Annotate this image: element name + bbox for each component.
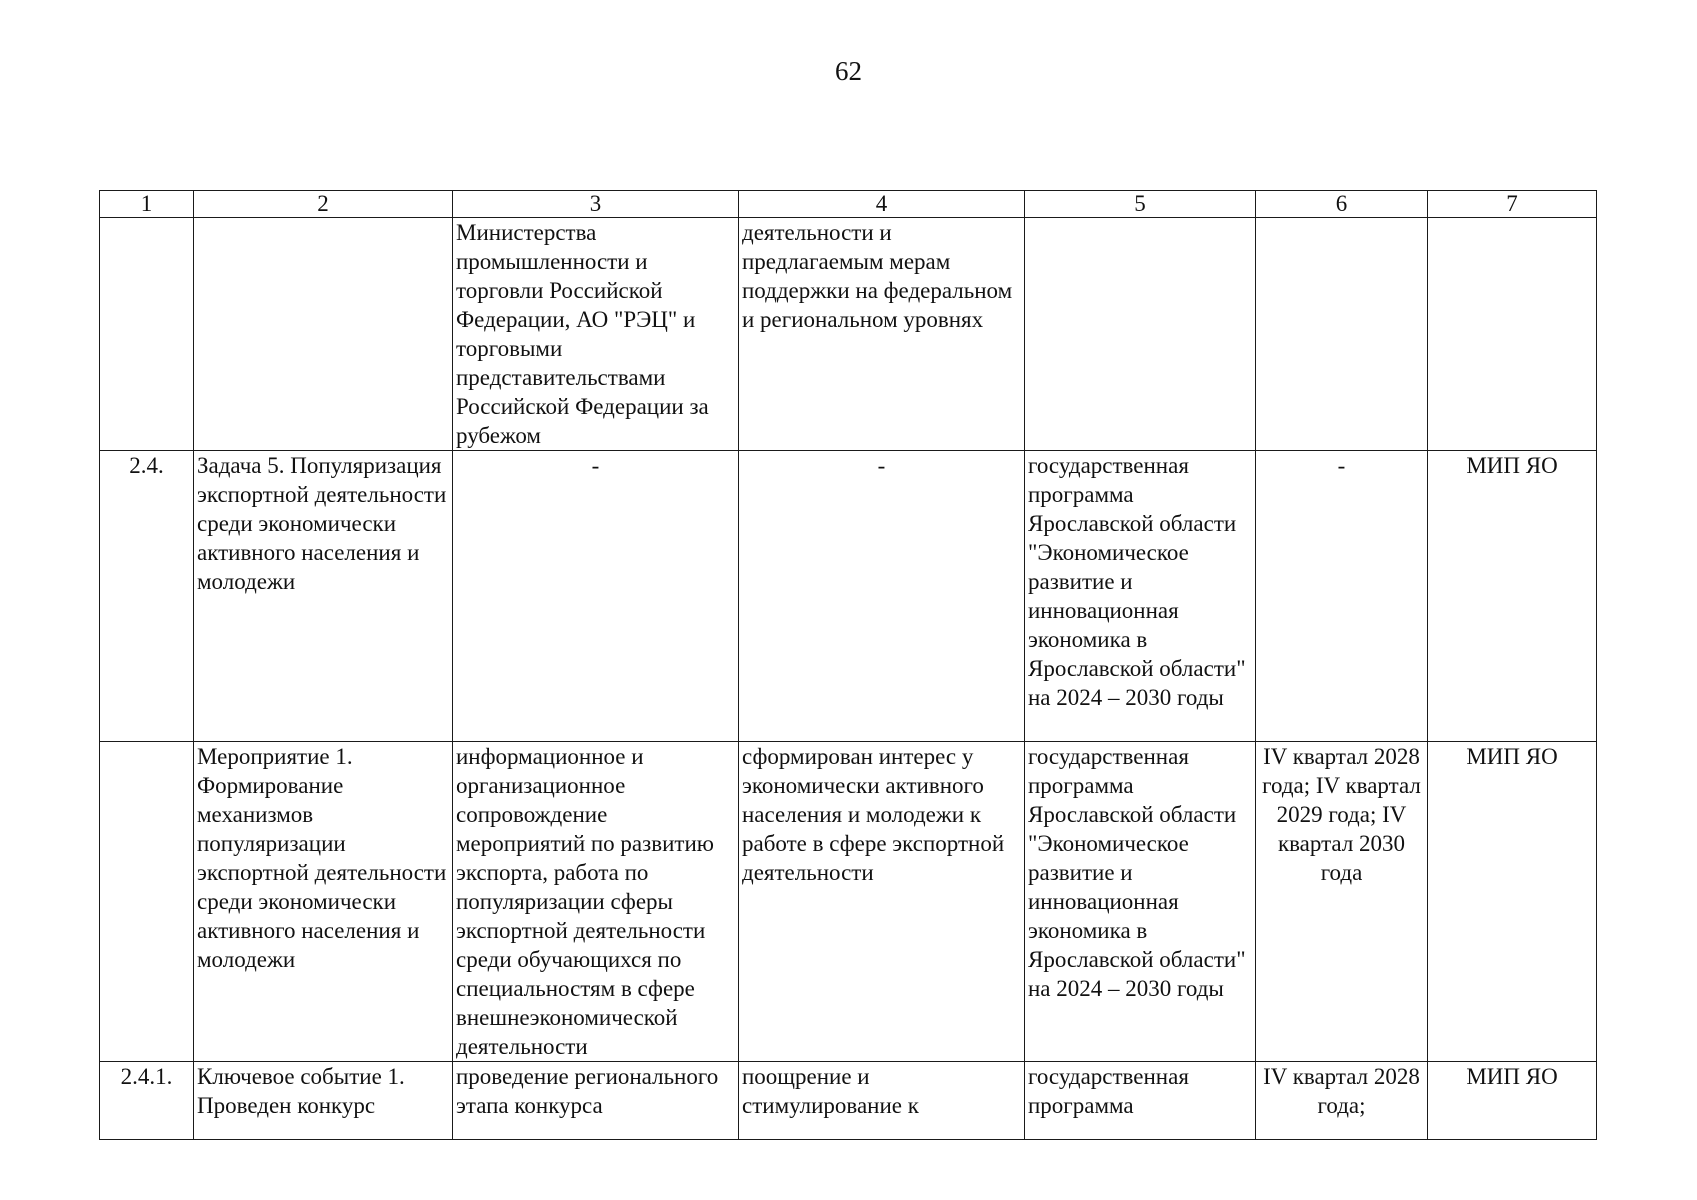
name-cell: Ключевое событие 1. Проведен конкурс — [194, 1062, 453, 1140]
content-cell: - — [453, 451, 739, 742]
deadline-cell — [1256, 218, 1428, 451]
row-number-cell: 2.4.1. — [100, 1062, 194, 1140]
name-cell: Мероприятие 1. Формирование механизмов популяризации экспортной деятельности среди экономически активного населения и молодежи — [194, 742, 453, 1062]
column-header: 7 — [1428, 191, 1597, 218]
name-cell: Задача 5. Популяризация экспортной деятельности среди экономически активного населения и молодежи — [194, 451, 453, 742]
result-cell: деятельности и предлагаемым мерам поддержки на федеральном и региональном уровнях — [739, 218, 1025, 451]
table-row — [100, 218, 1597, 451]
table-row — [100, 742, 1597, 1062]
row-number-cell — [100, 742, 194, 1062]
content-cell: информационное и организационное сопровождение мероприятий по развитию экспорта, работа по популяризации сферы экспортной деятельности среди обучающихся по специальностям в сфере внешнеэкономической деятельности — [453, 742, 739, 1062]
column-header: 3 — [453, 191, 739, 218]
responsible-cell — [1428, 218, 1597, 451]
result-cell: сформирован интерес у экономически активного населения и молодежи к работе в сфере экспортной деятельности — [739, 742, 1025, 1062]
deadline-cell: IV квартал 2028 года; — [1256, 1062, 1428, 1140]
column-header: 2 — [194, 191, 453, 218]
program-link-cell — [1025, 218, 1256, 451]
table-row — [100, 451, 1597, 742]
activities-table — [99, 190, 1597, 1140]
deadline-cell: - — [1256, 451, 1428, 742]
content-cell: проведение регионального этапа конкурса — [453, 1062, 739, 1140]
row-number-cell — [100, 218, 194, 451]
program-link-cell: государственная программа Ярославской области "Экономическое развитие и инновационная экономика в Ярославской области" на 2024 – 2030 годы — [1025, 742, 1256, 1062]
page-number: 62 — [835, 56, 862, 86]
column-header: 1 — [100, 191, 194, 218]
table-row — [100, 1062, 1597, 1140]
program-link-cell: государственная программа — [1025, 1062, 1256, 1140]
column-header: 4 — [739, 191, 1025, 218]
table-header-row — [100, 191, 1597, 218]
column-header: 6 — [1256, 191, 1428, 218]
program-link-cell: государственная программа Ярославской области "Экономическое развитие и инновационная экономика в Ярославской области" на 2024 – 2030 годы — [1025, 451, 1256, 742]
column-header: 5 — [1025, 191, 1256, 218]
name-cell — [194, 218, 453, 451]
content-cell: Министерства промышленности и торговли Российской Федерации, АО "РЭЦ" и торговыми представительствами Российской Федерации за рубежом — [453, 218, 739, 451]
responsible-cell: МИП ЯО — [1428, 451, 1597, 742]
result-cell: - — [739, 451, 1025, 742]
row-number-cell: 2.4. — [100, 451, 194, 742]
result-cell: поощрение и стимулирование к — [739, 1062, 1025, 1140]
responsible-cell: МИП ЯО — [1428, 1062, 1597, 1140]
responsible-cell: МИП ЯО — [1428, 742, 1597, 1062]
deadline-cell: IV квартал 2028 года; IV квартал 2029 года; IV квартал 2030 года — [1256, 742, 1428, 1062]
